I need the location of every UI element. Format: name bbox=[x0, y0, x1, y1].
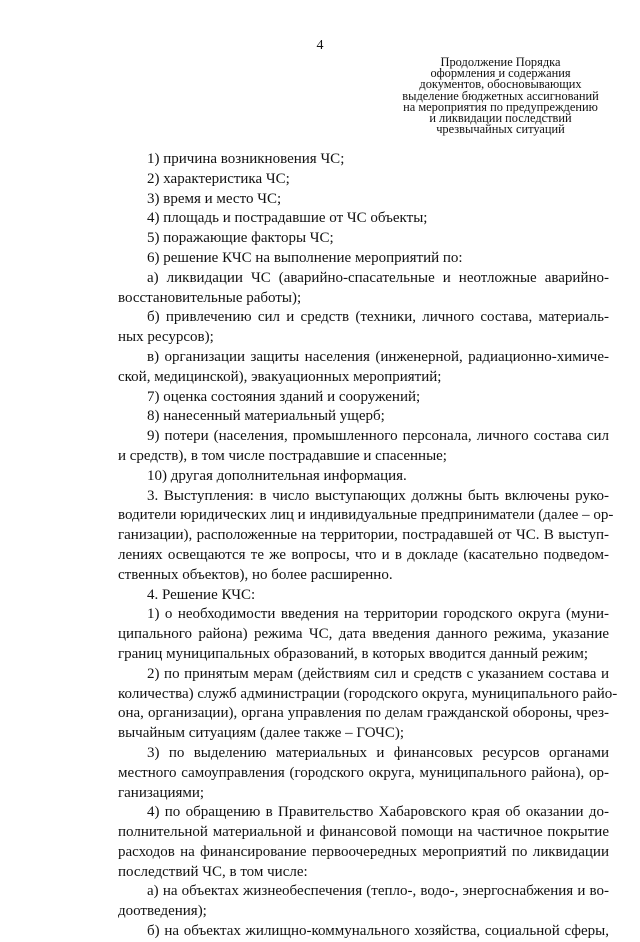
section-speeches-cont: лениях освещаются те же вопросы, что и в докладе (касательно подведом- bbox=[118, 546, 609, 563]
decision-item-measures-cont: вычайным ситуациям (далее также – ГОЧС); bbox=[118, 725, 405, 742]
decision-item-appeal-cont: полнительной материальной и финансовой помощи на частичное покрытие bbox=[118, 824, 609, 841]
list-item-buildings: 7) оценка состояния зданий и сооружений; bbox=[147, 388, 421, 405]
header-note-line: Продолжение Порядка bbox=[440, 55, 561, 69]
section-decision: 4. Решение КЧС: bbox=[147, 586, 256, 603]
decision-item-appeal: 4) по обращению в Правительство Хабаровского края об оказании до- bbox=[147, 804, 609, 821]
header-note-line: документов, обосновывающих bbox=[419, 77, 582, 92]
sub-item-protection: в) организации защиты населения (инженерной, радиационно-химиче- bbox=[147, 348, 609, 365]
list-item-other: 10) другая дополнительная информация. bbox=[147, 467, 407, 484]
list-item-cause: 1) причина возникновения ЧС; bbox=[147, 151, 345, 167]
decision-item-appeal-cont: последствий ЧС, в том числе: bbox=[118, 863, 308, 880]
appeal-sub-item-life-support-cont: доотведения); bbox=[118, 903, 207, 920]
list-item-losses-cont: и средств), в том числе пострадавшие и спасенные; bbox=[118, 447, 447, 464]
decision-item-resources-cont: ганизациями; bbox=[118, 784, 205, 801]
sub-item-forces-cont: ных ресурсов); bbox=[118, 329, 214, 346]
header-note-line: выделение бюджетных ассигнований bbox=[402, 88, 599, 103]
section-speeches-cont: водители юридических лиц и индивидуальные предприниматели (далее – ор- bbox=[118, 507, 614, 524]
header-note-line: и ликвидации последствий bbox=[429, 111, 572, 126]
decision-item-regime-cont: границ муниципальных образований, в которых вводится данный режим; bbox=[118, 645, 589, 662]
appeal-sub-item-housing: б) на объектах жилищно-коммунального хозяйства, социальной сферы, bbox=[147, 923, 609, 940]
decision-item-regime-cont: ципального района) режима ЧС, дата введения данного режима, указание bbox=[118, 626, 609, 643]
sub-item-liquidation: а) ликвидации ЧС (аварийно-спасательные и неотложные аварийно- bbox=[147, 269, 609, 286]
decision-item-measures: 2) по принятым мерам (действиям сил и средств с указанием состава и bbox=[147, 665, 609, 682]
list-item-area: 4) площадь и пострадавшие от ЧС объекты; bbox=[147, 210, 428, 227]
section-speeches: 3. Выступления: в число выступающих должны быть включены руко- bbox=[147, 487, 609, 504]
decision-item-resources-cont: местного самоуправления (городского округа, муниципального района), ор- bbox=[118, 764, 609, 781]
list-item-factors: 5) поражающие факторы ЧС; bbox=[147, 230, 334, 247]
list-item-damage: 8) нанесенный материальный ущерб; bbox=[147, 408, 385, 425]
appeal-sub-item-life-support: а) на объектах жизнеобеспечения (тепло-, водо-, энергоснабжения и во- bbox=[147, 883, 609, 900]
list-item-time-place: 3) время и место ЧС; bbox=[147, 190, 282, 207]
header-note-line: чрезвычайных ситуаций bbox=[436, 122, 565, 137]
section-speeches-cont: ганизации), расположенные на территории, пострадавшей от ЧС. В выступ- bbox=[118, 527, 609, 544]
decision-item-measures-cont: количества) служб администрации (городского округа, муниципального райо- bbox=[118, 685, 618, 702]
decision-item-appeal-cont: расходов на финансирование первоочередных мероприятий по ликвидации bbox=[118, 843, 609, 860]
decision-item-resources: 3) по выделению материальных и финансовых ресурсов органами bbox=[147, 744, 609, 761]
sub-item-liquidation-cont: восстановительные работы); bbox=[118, 289, 302, 306]
header-note-line: оформления и содержания bbox=[430, 66, 571, 81]
document-body bbox=[118, 150, 618, 942]
list-item-losses: 9) потери (населения, промышленного персонала, личного состава сил bbox=[147, 428, 609, 445]
header-note-line: на мероприятия по предупреждению bbox=[403, 99, 598, 114]
list-item-decision: 6) решение КЧС на выполнение мероприятий по: bbox=[147, 249, 463, 266]
document-header-note bbox=[393, 57, 608, 135]
page-number: 4 bbox=[316, 38, 324, 53]
list-item-characteristic: 2) характеристика ЧС; bbox=[147, 170, 290, 187]
sub-item-protection-cont: ской, медицинской), эвакуационных мероприятий; bbox=[118, 368, 442, 385]
sub-item-forces: б) привлечению сил и средств (техники, личного состава, материаль- bbox=[147, 309, 609, 326]
section-speeches-cont: ственных объектов), но более расширенно. bbox=[118, 566, 393, 583]
decision-item-measures-cont: она, организации), органа управления по делам гражданской обороны, чрез- bbox=[118, 705, 609, 722]
decision-item-regime: 1) о необходимости введения на территории городского округа (муни- bbox=[147, 606, 609, 623]
